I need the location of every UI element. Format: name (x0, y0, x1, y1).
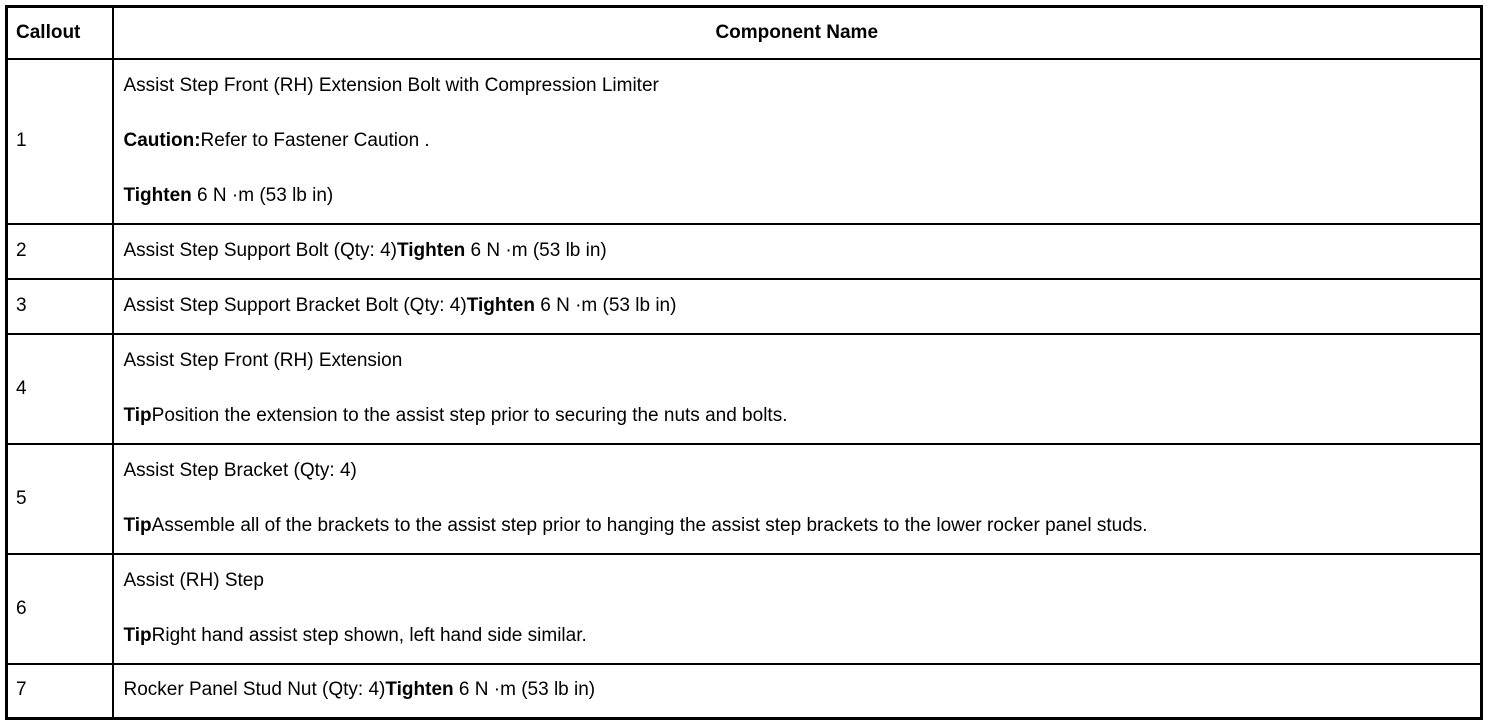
callout-cell: 5 (7, 444, 113, 554)
torque-value: 6 N ·m (53 lb in) (191, 184, 334, 206)
component-name: Rocker Panel Stud Nut (Qty: 4) (123, 679, 386, 701)
tip-label: Tip (123, 405, 152, 426)
tighten-label: Tighten (397, 240, 466, 262)
component-name-cell (113, 59, 1482, 224)
component-name: Assist Step Front (RH) Extension Bolt with Compression Limiter (123, 75, 659, 97)
tighten-label: Tighten (466, 295, 535, 317)
component-name-cell (113, 554, 1482, 664)
table-row (7, 224, 1482, 279)
components-table (5, 5, 1483, 720)
component-name-cell (113, 664, 1482, 718)
caution-text: Refer to Fastener Caution . (200, 130, 430, 152)
tighten-label: Tighten (123, 184, 192, 206)
component-name-cell (113, 279, 1482, 334)
caution-label: Caution: (123, 130, 201, 152)
torque-value: 6 N ·m (53 lb in) (534, 295, 677, 317)
component-name-cell (113, 444, 1482, 554)
component-name-cell (113, 334, 1482, 444)
tip-note (124, 625, 1481, 648)
callout-cell: 6 (7, 554, 113, 664)
tip-note (124, 405, 1481, 428)
component-name: Assist Step Front (RH) Extension (123, 350, 403, 372)
caution-note (124, 130, 1481, 153)
component-name: Assist (RH) Step (123, 570, 264, 592)
callout-cell: 2 (7, 224, 113, 279)
tip-text: Assemble all of the brackets to the assist step prior to hanging the assist step brackets to the lower rocker panel studs. (151, 515, 1148, 536)
table-row (7, 554, 1482, 664)
torque-value: 6 N ·m (53 lb in) (453, 679, 596, 701)
torque-value: 6 N ·m (53 lb in) (465, 240, 607, 262)
tip-label: Tip (123, 625, 152, 646)
table-row (7, 334, 1482, 444)
component-name: Assist Step Bracket (Qty: 4) (123, 460, 357, 482)
column-header-callout: Callout (7, 7, 113, 60)
component-name: Assist Step Support Bolt (Qty: 4) (123, 240, 397, 262)
table-row (7, 279, 1482, 334)
component-name-cell (113, 224, 1482, 279)
callout-cell: 7 (7, 664, 113, 718)
table-row (7, 444, 1482, 554)
callout-cell: 1 (7, 59, 113, 224)
tip-text: Right hand assist step shown, left hand side similar. (151, 625, 587, 646)
table-row (7, 59, 1482, 224)
column-header-component-name: Component Name (113, 7, 1482, 60)
tip-label: Tip (123, 515, 152, 536)
table-row (7, 664, 1482, 718)
tip-note (124, 515, 1481, 538)
tighten-label: Tighten (385, 679, 454, 701)
callout-cell: 4 (7, 334, 113, 444)
component-name: Assist Step Support Bracket Bolt (Qty: 4) (123, 295, 467, 317)
callout-cell: 3 (7, 279, 113, 334)
torque-spec (124, 185, 1481, 208)
table-header-row (7, 7, 1482, 60)
tip-text: Position the extension to the assist step prior to securing the nuts and bolts. (151, 405, 788, 426)
